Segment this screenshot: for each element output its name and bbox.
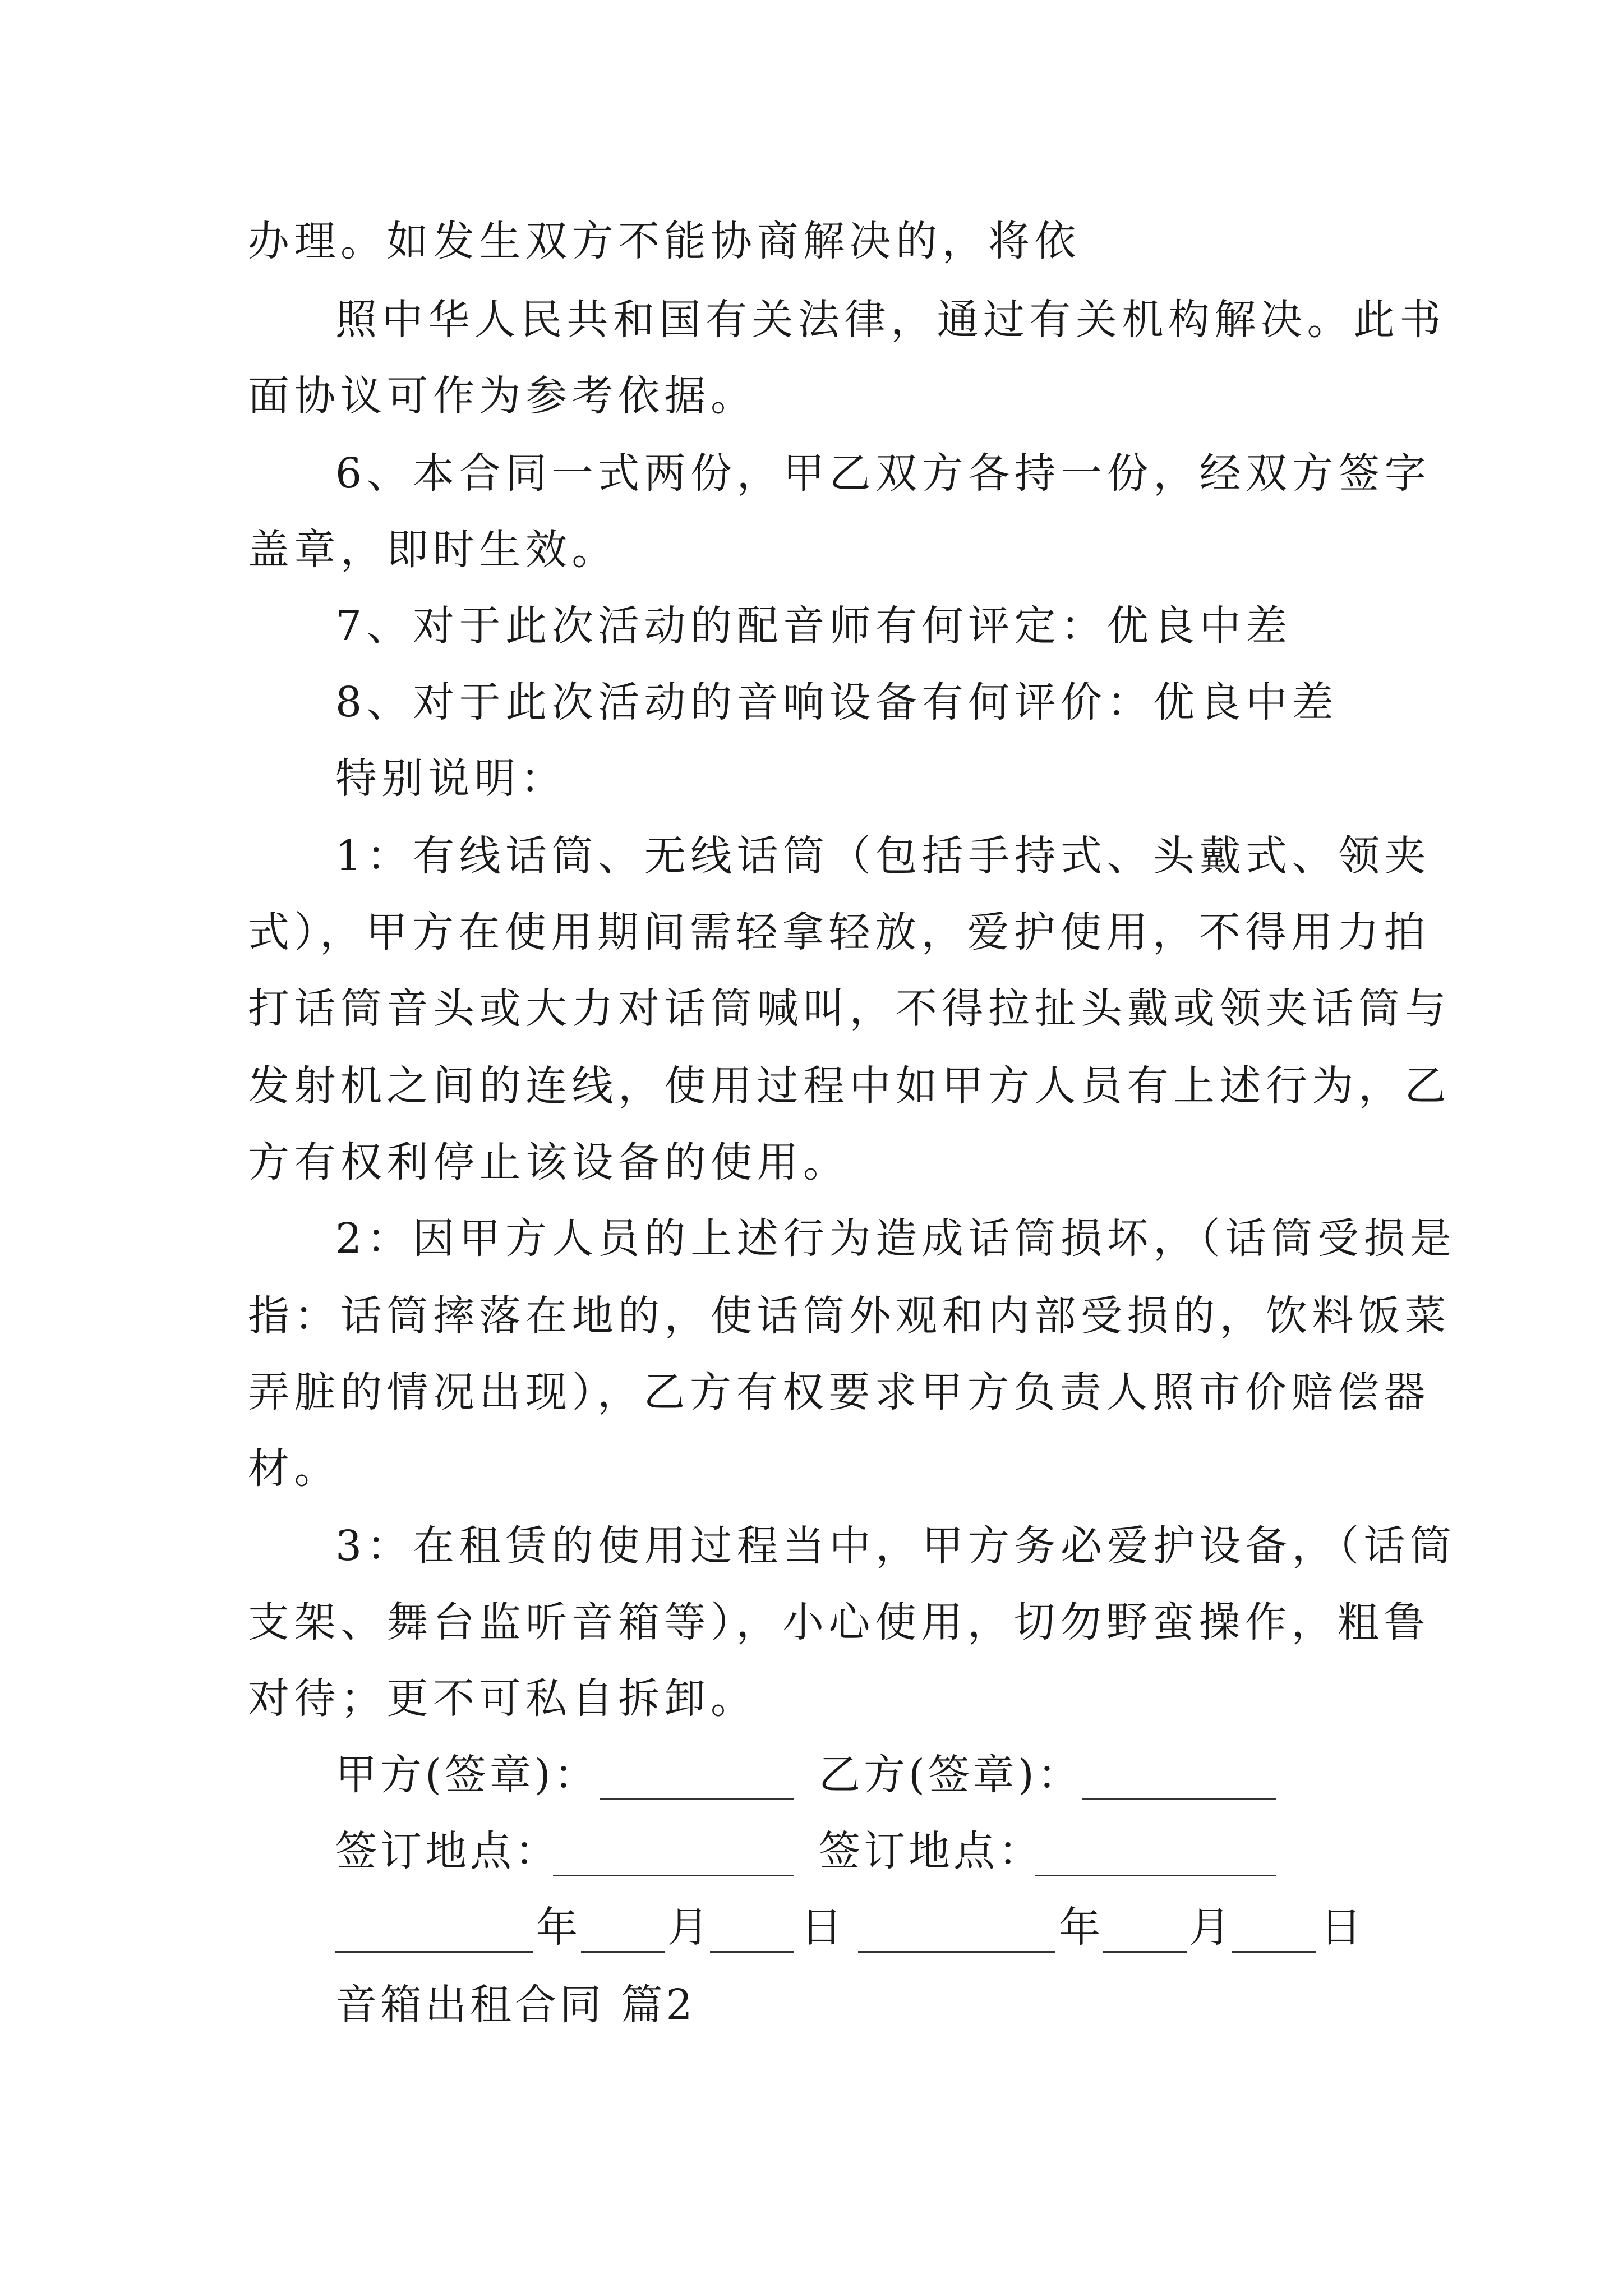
day-a-blank (710, 1951, 794, 1953)
paragraph-line: 3：在租赁的使用过程当中，甲方务必爱护设备，（话筒 (335, 1522, 1456, 1570)
month-b-label: 月 (1189, 1903, 1234, 1952)
month-b-blank (1103, 1951, 1187, 1953)
year-b-blank (858, 1951, 1055, 1953)
section-heading: 音箱出租合同 篇2 (335, 1981, 696, 2029)
year-b-label: 年 (1059, 1903, 1104, 1952)
paragraph-line: 盖章，即时生效。 (248, 526, 618, 574)
party-b-signature-blank (1082, 1798, 1276, 1800)
party-b-label: 乙方(签章)： (819, 1751, 1082, 1799)
day-b-blank (1232, 1951, 1316, 1953)
day-b-label: 日 (1320, 1903, 1365, 1952)
paragraph-line: 6、本合同一式两份，甲乙双方各持一份，经双方签字 (335, 449, 1431, 498)
paragraph-line: 对待；更不可私自拆卸。 (248, 1674, 757, 1723)
paragraph-line: 指：话筒摔落在地的，使话筒外观和内部受损的，饮料饭菜 (248, 1292, 1451, 1340)
paragraph-line: 弄脏的情况出现），乙方有权要求甲方负责人照市价赔偿器 (248, 1368, 1430, 1416)
paragraph-line: 面协议可作为参考依据。 (248, 372, 757, 420)
paragraph-line: 方有权利停止该设备的使用。 (248, 1138, 850, 1186)
paragraph-line: 照中华人民共和国有关法律，通过有关机构解决。此书 (335, 296, 1446, 344)
party-a-label: 甲方(签章)： (335, 1751, 599, 1799)
month-a-label: 月 (667, 1903, 712, 1952)
paragraph-line: 2：因甲方人员的上述行为造成话筒损坏，（话筒受损是 (335, 1214, 1456, 1263)
party-a-signature-blank (600, 1798, 794, 1800)
paragraph-line: 8、对于此次活动的音响设备有何评价：优良中差 (335, 678, 1339, 726)
paragraph-line: 材。 (248, 1444, 340, 1493)
place-a-label: 签订地点： (335, 1827, 560, 1875)
paragraph-line: 1：有线话筒、无线话筒（包括手持式、头戴式、领夹 (335, 832, 1431, 880)
paragraph-line: 支架、舞台监听音箱等），小心使用，切勿野蛮操作，粗鲁 (248, 1598, 1430, 1646)
paragraph-line: 打话筒音头或大力对话筒喊叫，不得拉扯头戴或领夹话筒与 (248, 984, 1451, 1033)
day-a-label: 日 (801, 1903, 846, 1952)
paragraph-line: 式），甲方在使用期间需轻拿轻放，爱护使用，不得用力拍 (248, 908, 1430, 956)
paragraph-line: 办理。如发生双方不能协商解决的，将依 (248, 217, 1081, 265)
place-b-label: 签订地点： (819, 1827, 1043, 1875)
month-a-blank (581, 1951, 665, 1953)
paragraph-line: 特别说明： (335, 754, 567, 803)
place-b-blank (1035, 1875, 1276, 1876)
paragraph-line: 7、对于此次活动的配音师有何评定：优良中差 (335, 602, 1292, 650)
year-a-blank (335, 1951, 533, 1953)
place-a-blank (553, 1875, 794, 1876)
year-a-label: 年 (536, 1903, 581, 1952)
paragraph-line: 发射机之间的连线，使用过程中如甲方人员有上述行为，乙 (248, 1062, 1451, 1110)
